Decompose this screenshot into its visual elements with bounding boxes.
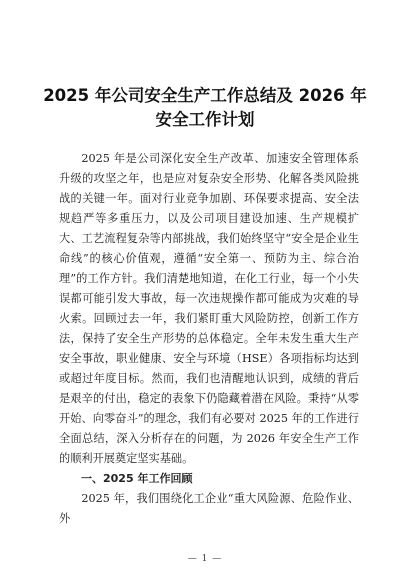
section-heading: 一、2025 年工作回顾	[81, 472, 193, 485]
document-title-line-2: 安全工作计划	[155, 110, 255, 129]
section-paragraph: 2025 年，我们围绕化工企业“重大风险源、危险作业、外	[59, 492, 359, 525]
document-title-line-1: 2025 年公司安全生产工作总结及 2026 年	[43, 86, 367, 105]
document-body	[59, 149, 359, 529]
page-number: — 1 —	[187, 554, 223, 564]
intro-paragraph: 2025 年是公司深化安全生产改革、加速安全管理体系升级的攻坚之年，也是应对复杂安全形势、化解各类风险挑战的关键一年。面对行业竞争加剧、环保要求提高、安全法规趋严等多重压力，以及公司项目建设加速、生产规模扩大、工艺流程复杂等内部挑战，我们始终坚守“安全是企业生命线”的核心价值观，遵循“安全第一、预防为主、综合治理”的工作方针。我们清楚地知道，在化工行业，每一个小失误都可能引发大事故，每一次违规操作都可能成为灾难的导火索。回顾过去一年，我们紧盯重大风险防控，创新工作方法，保持了安全生产形势的总体稳定。全年未发生重大生产安全事故，职业健康、安全与环境（HSE）各项指标均达到或超过年度目标。然而，我们也清醒地认识到，成绩的背后是艰辛的付出，稳定的表象下仍隐藏着潜在风险。秉持“从零开始、向零奋斗”的理念，我们有必要对 2025 年的工作进行全面总结，深入分析存在的问题，为 2026 年安全生产工作的顺利开展奠定坚实基础。	[59, 152, 359, 465]
